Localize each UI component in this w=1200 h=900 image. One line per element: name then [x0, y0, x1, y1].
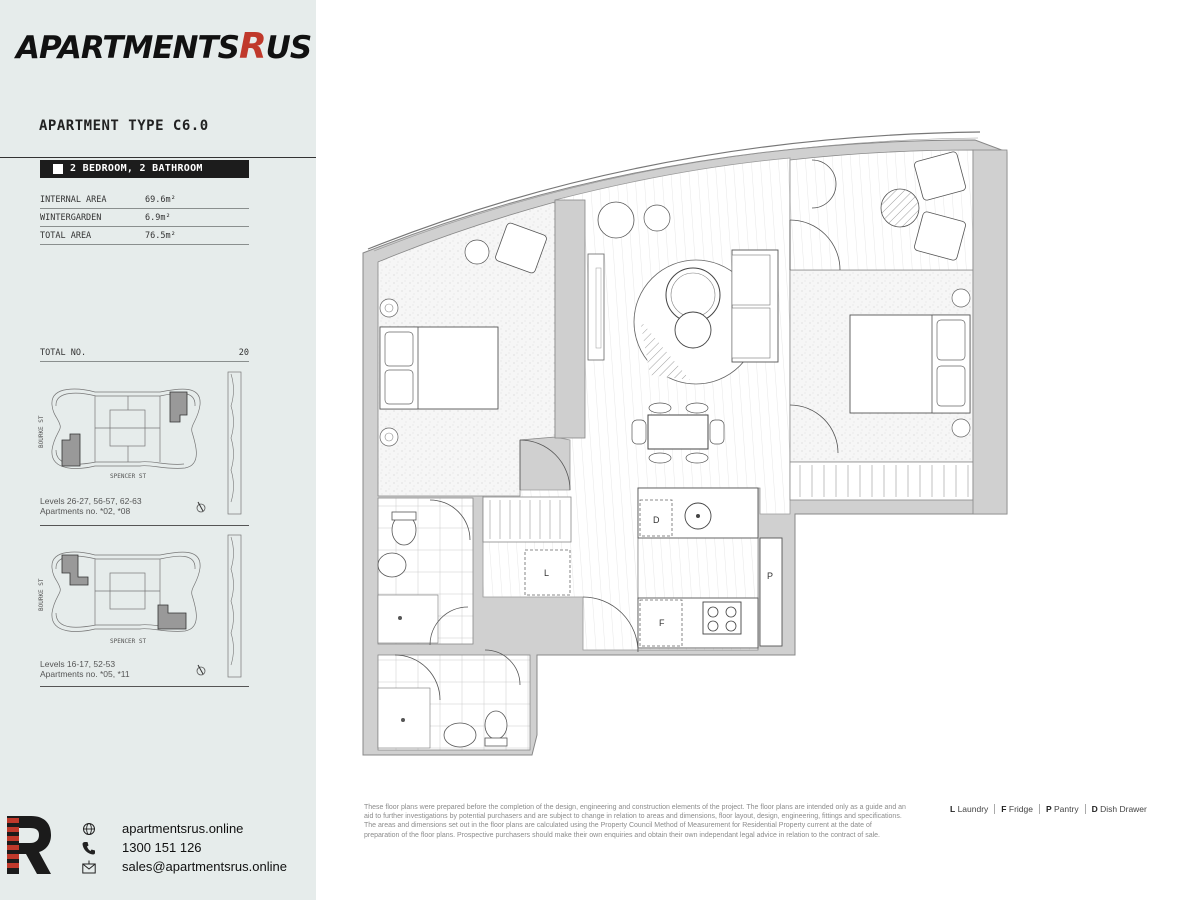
area-value: 76.5m² [145, 231, 176, 241]
bedside-lamp-icon [380, 428, 398, 446]
street-label-side: BOURKE ST [38, 415, 45, 448]
pillow-icon [385, 370, 413, 404]
globe-icon [82, 822, 96, 836]
bedside-lamp-icon [380, 299, 398, 317]
area-value: 69.6m² [145, 195, 176, 205]
area-row [40, 191, 249, 209]
brand-r-logo [5, 814, 51, 876]
area-label: INTERNAL AREA [40, 195, 107, 205]
bedside-lamp-icon [952, 419, 970, 437]
legend-label: Laundry [957, 804, 989, 814]
phone-icon [82, 841, 96, 855]
floor-plan [316, 0, 1200, 900]
laundry-label: L [544, 568, 550, 578]
dining-table-icon [648, 415, 708, 449]
keyplan-levels: Levels 26-27, 56-57, 62-63 [40, 496, 142, 506]
keyplan-apartments: Apartments no. *05, *11 [40, 669, 130, 679]
configuration-badge [40, 160, 249, 178]
fridge-label: F [659, 618, 665, 628]
chair-icon [598, 202, 634, 238]
legend-label: Dish Drawer [1100, 804, 1147, 814]
building-keyplan-diagram [40, 370, 249, 490]
legend-key: D [1091, 804, 1098, 814]
divider [40, 525, 249, 526]
mail-icon [82, 860, 96, 874]
pillow-icon [385, 332, 413, 366]
north-arrow-icon [194, 500, 208, 514]
shower-1 [378, 595, 438, 643]
building-keyplan-diagram [40, 533, 249, 653]
keyplan-levels: Levels 16-17, 52-53 [40, 659, 116, 669]
outdoor-table-icon [881, 189, 919, 227]
keyplan-1 [40, 370, 249, 530]
area-label: TOTAL AREA [40, 231, 92, 241]
info-sidebar [0, 0, 316, 900]
logo-text: APARTMENTS [16, 30, 239, 66]
apartment-type-title: APARTMENT TYPE C6.0 [39, 118, 209, 134]
basin-icon [378, 553, 406, 577]
legend-key: F [1001, 804, 1007, 814]
legend-item [1085, 804, 1153, 814]
area-label: WINTERGARDEN [40, 213, 102, 223]
keyplan-2 [40, 533, 249, 693]
bedside-lamp-icon [952, 289, 970, 307]
wardrobe-wall [555, 200, 585, 438]
legend-key: P [1045, 804, 1052, 814]
total-number-row [40, 348, 249, 362]
area-row [40, 227, 249, 245]
structural-column [973, 150, 1007, 514]
north-arrow-icon [194, 663, 208, 677]
toilet-icon [485, 711, 507, 739]
basin-icon [444, 723, 476, 747]
keyplan-caption [40, 659, 130, 679]
divider [40, 686, 249, 687]
legend-key: L [950, 804, 956, 814]
street-label-bottom: SPENCER ST [110, 473, 147, 480]
linen-cupboard [483, 497, 571, 542]
legend-item [994, 804, 1039, 814]
legend-item [1039, 804, 1085, 814]
dish-drawer-label: D [653, 515, 660, 525]
keyplan-caption [40, 496, 142, 516]
configuration-label: 2 BEDROOM, 2 BATHROOM [70, 163, 203, 174]
divider [0, 157, 316, 158]
street-label-side: BOURKE ST [38, 578, 45, 611]
legend-item [950, 804, 994, 814]
brand-logo[interactable] [16, 26, 311, 67]
area-table [40, 191, 249, 245]
pillow-icon [937, 366, 965, 406]
disclaimer-text: These floor plans were prepared before the completion of the design, engineering and construction elements of the project. The floor plans are intended only as a guide and an aid to further investigations by potential purchasers and are subject to change in relation to areas and dimensions, floor layout, design, engineering, fittings and specifications. The areas and dimensions set out in the floor plans are calculated using the Property Council Method of Measurement for Residential Property current at the date of preparation of the floor plans. Prospective purchasers should make their own enquiries and obtain their own independant legal advice in relation to the contract of sale. [364, 804, 906, 839]
logo-r: R [238, 26, 266, 67]
keyplan-apartments: Apartments no. *02, *08 [40, 506, 131, 516]
side-table-icon [465, 240, 489, 264]
legend-label: Pantry [1054, 804, 1079, 814]
square-icon [53, 164, 63, 174]
logo-us: US [265, 30, 312, 66]
pillow-icon [937, 320, 965, 360]
plan-legend [950, 804, 1153, 814]
website-text: apartmentsrus.online [122, 821, 244, 836]
total-value: 20 [238, 348, 249, 358]
pantry-label: P [767, 571, 774, 581]
email-text: sales@apartmentsrus.online [122, 859, 287, 874]
legend-label: Fridge [1008, 804, 1033, 814]
side-table-icon [644, 205, 670, 231]
pantry [760, 538, 782, 646]
wardrobe-2 [790, 462, 973, 500]
area-value: 6.9m² [145, 213, 171, 223]
shower-2 [378, 688, 430, 748]
ottoman-icon [675, 312, 711, 348]
phone-text: 1300 151 126 [122, 840, 202, 855]
total-label: TOTAL NO. [40, 348, 87, 358]
area-row [40, 209, 249, 227]
street-label-bottom: SPENCER ST [110, 638, 147, 645]
